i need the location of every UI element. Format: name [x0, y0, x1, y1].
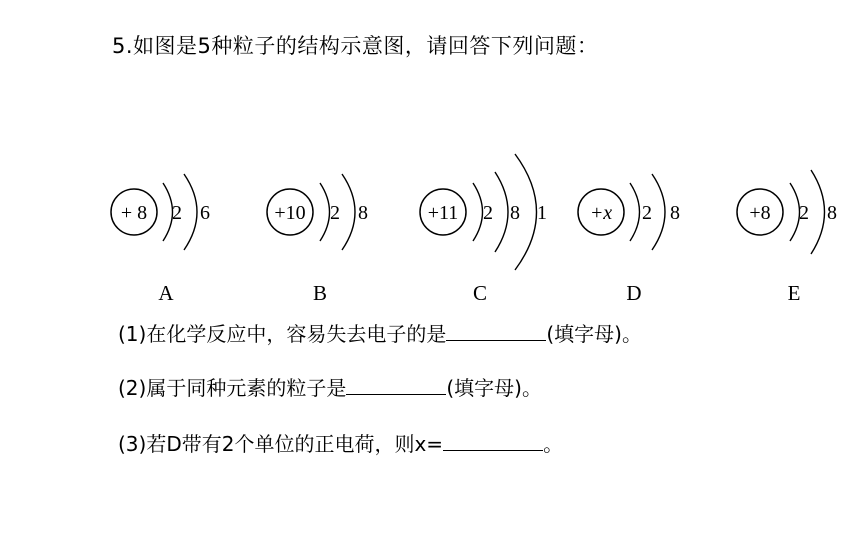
- answer-blank-2[interactable]: [346, 376, 446, 395]
- particle-letter: E: [787, 281, 801, 305]
- shell-electrons: 6: [200, 202, 210, 224]
- shell-electrons: 8: [827, 202, 837, 224]
- shell-electrons: 1: [537, 202, 547, 224]
- shell-electrons: 2: [172, 202, 182, 224]
- answer-blank-3[interactable]: [443, 432, 543, 451]
- particle-e: [737, 170, 837, 305]
- electron-shell-arc: [811, 170, 825, 254]
- electron-shell-arc: [652, 174, 665, 250]
- nucleus-charge: +11: [427, 202, 459, 224]
- subquestion-1-suffix: (填字母)。: [546, 322, 642, 346]
- particle-d: [578, 174, 680, 305]
- shell-electrons: 8: [510, 202, 520, 224]
- particle-letter: A: [158, 281, 174, 305]
- atom-structure-diagram: [0, 140, 860, 315]
- subquestion-3: [118, 428, 563, 457]
- subquestion-1-text: (1)在化学反应中，容易失去电子的是: [118, 322, 447, 346]
- shell-electrons: 8: [358, 202, 368, 224]
- electron-shell-arc: [495, 172, 508, 252]
- answer-blank-1[interactable]: [446, 322, 546, 341]
- shell-electrons: 8: [670, 202, 680, 224]
- particle-letter: B: [312, 281, 328, 305]
- particle-a: [111, 174, 210, 305]
- electron-shell-arc: [342, 174, 355, 250]
- shell-electrons: 2: [330, 202, 340, 224]
- subquestion-2-text: (2)属于同种元素的粒子是: [118, 376, 347, 400]
- subquestion-2-suffix: (填字母)。: [446, 376, 542, 400]
- particle-c: [420, 154, 547, 305]
- nucleus-charge: +x: [589, 202, 613, 224]
- particle-letter: D: [626, 281, 642, 305]
- shell-electrons: 2: [642, 202, 652, 224]
- nucleus-charge: + 8: [120, 202, 148, 224]
- subquestion-3-text: (3)若D带有2个单位的正电荷，则x=: [118, 432, 444, 456]
- subquestion-2: [118, 372, 542, 401]
- question-title: 5.如图是5种粒子的结构示意图，请回答下列问题：: [112, 34, 599, 58]
- electron-shell-arc: [473, 183, 483, 241]
- shell-electrons: 2: [799, 202, 809, 224]
- subquestion-1: [118, 318, 642, 347]
- electron-shell-arc: [184, 174, 197, 250]
- nucleus-charge: +8: [749, 202, 771, 224]
- nucleus-charge: +10: [274, 202, 306, 224]
- particle-letter: C: [472, 281, 488, 305]
- electron-shell-arc: [320, 183, 330, 241]
- subquestion-3-suffix: 。: [543, 432, 564, 456]
- electron-shell-arc: [630, 183, 640, 241]
- particle-b: [267, 174, 368, 305]
- shell-electrons: 2: [483, 202, 493, 224]
